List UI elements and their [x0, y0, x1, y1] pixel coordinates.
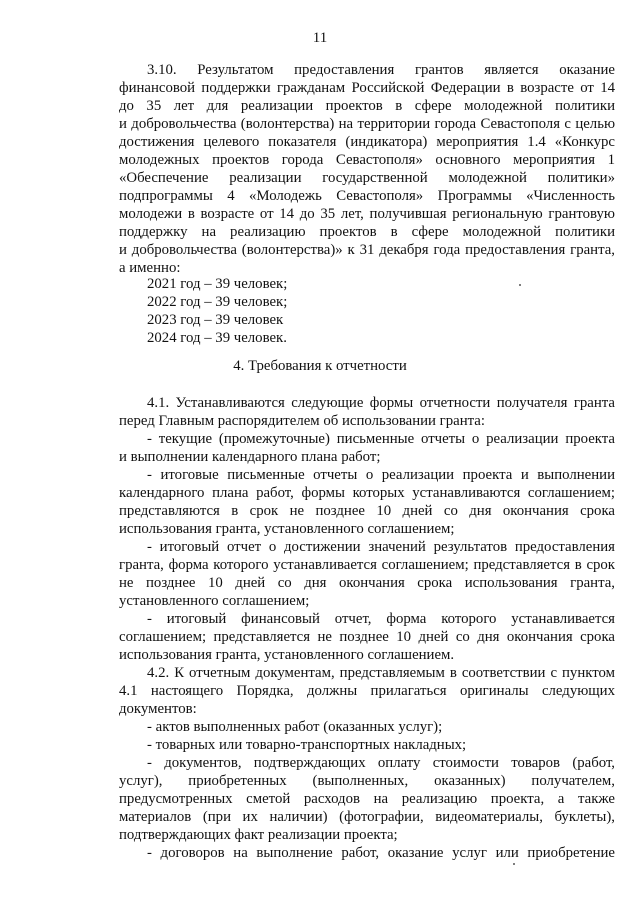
paragraph-line: - итоговые письменные отчеты о реализации проекта и выполнении: [147, 467, 615, 483]
scan-speck: [519, 284, 521, 286]
paragraph-line: - текущие (промежуточные) письменные отчеты о реализации проекта: [147, 431, 615, 447]
paragraph-line: перед Главным распорядителем об использовании гранта:: [119, 413, 485, 429]
year-target-line: 2024 год – 39 человек.: [147, 330, 287, 346]
paragraph-line: соглашением; представляется не позднее 10 дней со дня окончания срока: [119, 629, 615, 645]
paragraph-line: 4.2. К отчетным документам, представляемым в соответствии с пунктом: [147, 665, 615, 681]
section-heading: 4. Требования к отчетности: [233, 358, 407, 374]
paragraph-line: услуг), приобретенных (выполненных, оказанных) получателем,: [119, 773, 615, 789]
page-number: 11: [312, 30, 328, 46]
year-target-line: 2022 год – 39 человек;: [147, 294, 288, 310]
paragraph-line: подпрограммы 4 «Молодежь Севастополя» Программы «Численность: [119, 188, 615, 204]
paragraph-line: документов:: [119, 701, 197, 717]
paragraph-line: гранта, форма которого устанавливается соглашением; представляется в срок: [119, 557, 615, 573]
paragraph-line: установленного соглашением;: [119, 593, 310, 609]
paragraph-line: до 35 лет для реализации проектов в сфере молодежной политики: [119, 98, 615, 114]
year-target-line: 2021 год – 39 человек;: [147, 276, 288, 292]
paragraph-line: предусмотренных сметой расходов на реализацию проекта, а также: [119, 791, 615, 807]
paragraph-line: не позднее 10 дней со дня окончания срока использования гранта,: [119, 575, 615, 591]
paragraph-line: финансовой поддержки гражданам Российской Федерации в возрасте от 14: [119, 80, 615, 96]
paragraph-line: молодежи в возрасте от 14 до 35 лет, получившая региональную грантовую: [119, 206, 615, 222]
paragraph-line: использования гранта, установленного соглашением;: [119, 521, 455, 537]
paragraph-line: календарного плана работ, формы которых устанавливаются соглашением;: [119, 485, 615, 501]
paragraph-line: - итоговый отчет о достижении значений результатов предоставления: [147, 539, 615, 555]
paragraph-line: материалов (при их наличии) (фотографии, видеоматериалы, буклеты),: [119, 809, 615, 825]
paragraph-line: молодежных проектов города Севастополя» основного мероприятия 1: [119, 152, 615, 168]
list-item: - документов, подтверждающих оплату стоимости товаров (работ,: [147, 755, 615, 771]
list-item: - актов выполненных работ (оказанных услуг);: [147, 719, 443, 735]
paragraph-line: поддержку на реализацию проектов в сфере молодежной политики: [119, 224, 615, 240]
paragraph-line: и выполнении календарного плана работ;: [119, 449, 381, 465]
list-item: - договоров на выполнение работ, оказание услуг или приобретение: [147, 845, 615, 861]
paragraph-line: 4.1 настоящего Порядка, должны прилагаться оригиналы следующих: [119, 683, 615, 699]
paragraph-line: а именно:: [119, 260, 181, 276]
paragraph-line: подтверждающих факт реализации проекта;: [119, 827, 398, 843]
paragraph-line: и добровольчества (волонтерства)» к 31 декабря года предоставления гранта,: [119, 242, 615, 258]
scan-speck: [513, 863, 515, 865]
paragraph-line: «Обеспечение реализации государственной молодежной политики»: [119, 170, 615, 186]
year-target-line: 2023 год – 39 человек: [147, 312, 284, 328]
paragraph-line: - итоговый финансовый отчет, форма которого устанавливается: [147, 611, 615, 627]
paragraph-line: 4.1. Устанавливаются следующие формы отчетности получателя гранта: [147, 395, 615, 411]
paragraph-line: использования гранта, установленного соглашением.: [119, 647, 455, 663]
list-item: - товарных или товарно-транспортных накладных;: [147, 737, 467, 753]
paragraph-line: и добровольчества (волонтерства) на территории города Севастополя с целью: [119, 116, 615, 132]
paragraph-line: достижения целевого показателя (индикатора) мероприятия 1.4 «Конкурс: [119, 134, 615, 150]
paragraph-line: 3.10. Результатом предоставления грантов является оказание: [147, 62, 615, 78]
paragraph-line: представляются в срок не позднее 10 дней со дня окончания срока: [119, 503, 615, 519]
